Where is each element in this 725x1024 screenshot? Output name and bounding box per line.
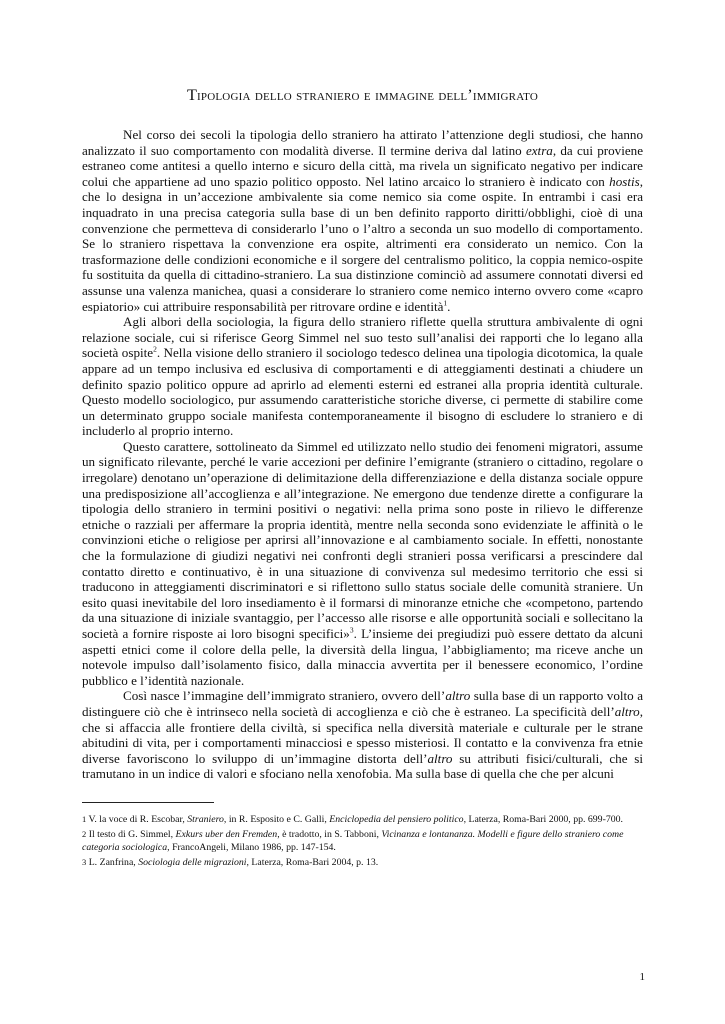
text-run: Agli albori della sociologia, la figura dello straniero riflette quella struttura ambivalente di ogni relazione sociale, cui si riferisce Georg Simmel nel suo testo sull’analisi dei rapporti che lo legano alla società ospite [82,314,643,361]
footnote-divider [82,802,214,803]
text-run: Questo carattere, sottolineato da Simmel ed utilizzato nello studio dei fenomeni migratori, assume un significato rilevante, perché le varie accezioni per definire l’emigrante (straniero o cittadino, regolare o irregolare) denotano un’operazione di delimitazione della differenziazione e della distanza sociale oppure una predisposizione all’accoglienza e all’integrazione. Ne emergono due tendenze dirette a configurare la tipologia dello straniero in termini positivi o negativi: nella prima sono poste in rilievo le differenze etniche o razziali per affermare la propria identità, mentre nella seconda sono evidenziate le affinità o le convinzioni etiche o religiose per aprirsi all’innovazione e al cambiamento sociale. In effetti, nonostante che la formulazione di giudizi negativi nei confronti degli stranieri possa verificarsi a prescindere dal contatto diretto e continuativo, è in una situazione di convivenza sul medesimo territorio che essi si traducono in atteggiamenti discriminatori e si riflettono sullo status sociale delle comunità straniere. Un esito quasi inevitabile del loro insediamento è il formarsi di minoranze etniche che «competono, partendo da una situazione di iniziale svantaggio, per l’accesso alle risorse e alle opportunità sociali e sollecitano la società a fornire risposte ai loro bisogni specifici» [82,438,643,641]
text-run: su attributi fisici/culturali, che si tramutano in un indice di valori e sfociano nella xenofobia. Ma sulla base di quella che che per alcuni [82,750,643,782]
italic-text: altro [614,703,640,719]
paragraph [82,688,643,782]
text-run: , che lo designa in un’accezione ambivalente sia come nemico sia come ospite. In entrambi i casi era inquadrato in una precisa categoria sulla base di un ben definito rapporto diritti/obblighi, cioè di una convenzione che permetteva di considerarlo l’uno o l’altro a seconda un suo modello di comportamento. Se lo straniero rispettava la convenzione era ospite, altrimenti era considerato un nemico. Con la trasformazione delle condizioni economiche e il sorgere del centralismo politico, la coppia nemico-ospite fu sostituita da quella di cittadino-straniero. La sua distinzione cominciò ad assumere connotati diversi ed assunse una valenza manichea, quasi a considerare lo straniero come nemico interno ovvero come «capro espiatorio» cui attribuire responsabilità per ritrovare ordine e identità [82,173,643,314]
footnote [82,856,643,869]
page-title: Tipologia dello straniero e immagine dell’immigrato [186,86,539,104]
text-run: , è tradotto, in S. Tabboni, [277,829,382,841]
paragraph [82,127,643,314]
text-run: . [447,298,451,314]
text-run: L. Zanfrina, [86,857,139,869]
text-run: , in R. Esposito e C. Galli, [223,813,330,825]
footnote-number: 2 [82,829,87,840]
italic-text: Straniero [187,813,224,825]
body-text [82,127,643,782]
italic-text: hostis [609,173,640,189]
footnote-ref: 1 [443,298,448,308]
text-run: V. la voce di R. Escobar, [86,813,188,825]
text-run: Il testo di G. Simmel, [86,829,176,841]
text-run: , FrancoAngeli, Milano 1986, pp. 147-154. [167,841,336,853]
text-run: . L’insieme dei pregiudizi può essere dettato da alcuni aspetti etnici come il colore della pelle, la diversità della lingua, l’abbigliamento; ma riceve anche un notevole impulso dall’isolamento fisico, dalla minaccia avvertita per il benessere economico, l’ordine pubblico e l’identità nazionale. [82,626,643,688]
paragraph [82,314,643,439]
text-run: , Laterza, Roma-Bari 2000, pp. 699-700. [463,813,623,825]
italic-text: extra [525,142,553,158]
text-run: , da cui proviene estraneo come antitesi a quello interno e sicuro della città, ma rivela un significato negativo per indicare colui che appartiene ad uno spazio politico opposto. Nel latino arcaico lo straniero è indicato con [82,142,644,189]
footnote [82,813,643,826]
italic-text: Vicinanza e lontananza. Modelli e figure dello straniero come categoria sociologica [82,829,624,853]
text-run: Così nasce l’immagine dell’immigrato straniero, ovvero dell’ [123,688,446,704]
italic-text: altro [445,688,471,704]
footnotes [82,813,643,870]
italic-text: altro [427,750,453,766]
footnote-ref: 2 [153,344,157,354]
italic-text: Sociologia delle migrazioni [138,857,247,869]
footnote-ref: 3 [349,625,354,635]
text-run: sulla base di un rapporto volto a distinguere ciò che è intrinseco nella società di accoglienza e ciò che è estraneo. La specificità dell’ [82,688,644,719]
footnote [82,828,643,854]
italic-text: Enciclopedia del pensiero politico [329,813,464,825]
paragraph [82,439,643,689]
italic-text: Exkurs uber den Fremden [175,829,278,841]
page-number: 1 [639,971,645,983]
footnote-number: 3 [82,857,87,868]
text-run: . Nella visione dello straniero il sociologo tedesco delinea una tipologia dicotomica, la quale appare ad un tempo inclusiva ed esclusiva di comportamenti e di atteggiamenti destinati a chiudere un definito spazio politico oppure ad aprirlo ad elementi esterni ed estranei alla propria identità culturale. Questo modello sociologico, pur assumendo caratteristiche storiche diverse, ci permette di stabilire come un determinato gruppo sociale manifesta contemporaneamente il bisogno di escludere lo straniero e di includerlo al proprio interno. [82,345,643,439]
footnote-number: 1 [82,813,87,824]
text-run: , che si affaccia alle frontiere della civiltà, si specifica nella diversità materiale e culturale per le strane abitudini di vita, per i comportamenti minacciosi e spesso misteriosi. Il contatto e la convivenza fra etnie diverse favoriscono lo sviluppo di un’immagine distorta dell’ [82,703,643,766]
text-run: , Laterza, Roma-Bari 2004, p. 13. [246,857,379,869]
text-run: Nel corso dei secoli la tipologia dello straniero ha attirato l’attenzione degli studiosi, che hanno analizzato il suo comportamento con modalità diverse. Il termine deriva dal latino [82,127,643,158]
